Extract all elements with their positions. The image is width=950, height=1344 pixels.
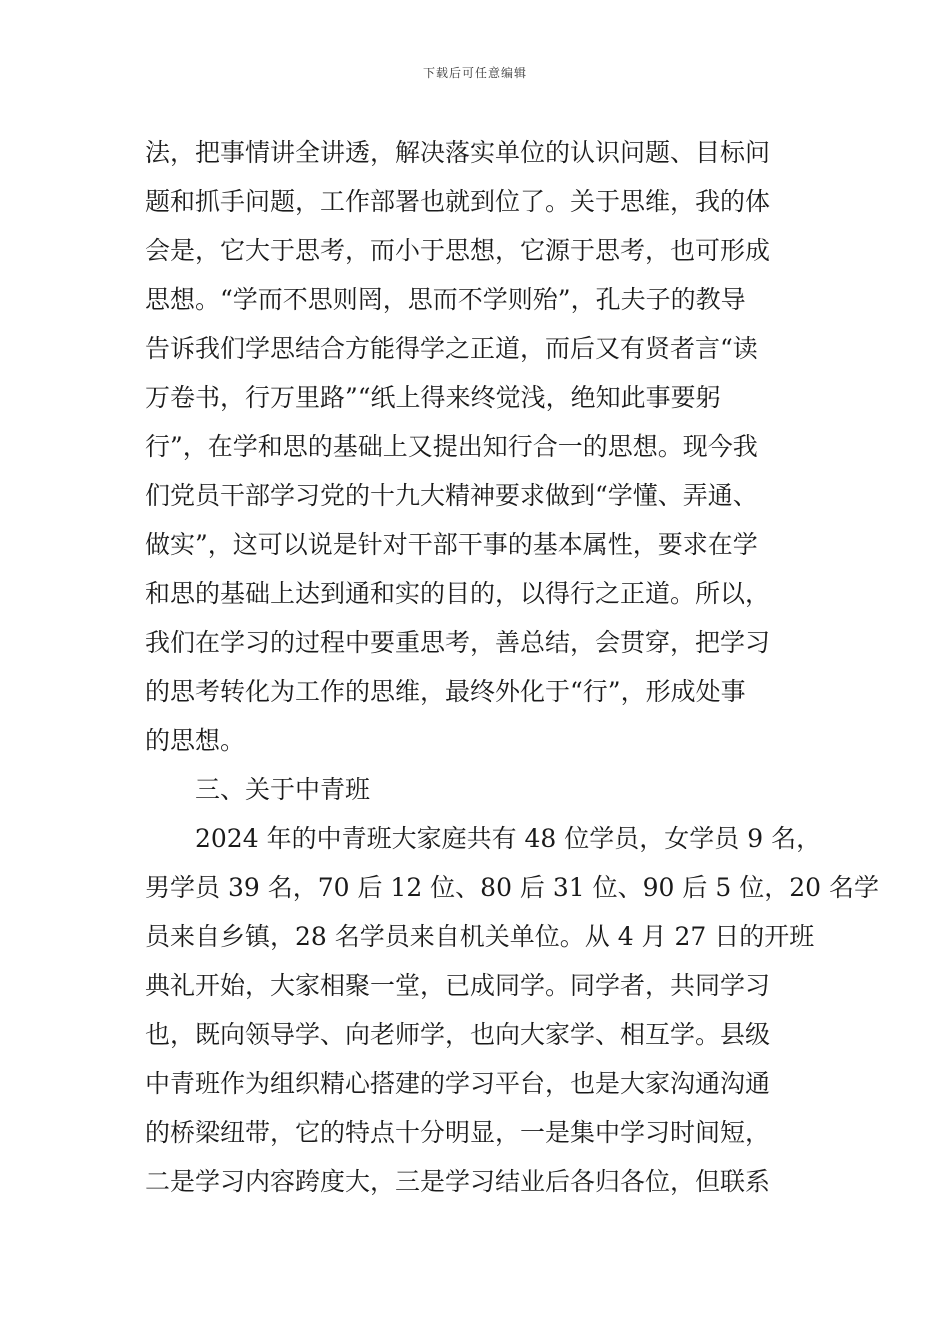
paragraph-1-line: 我们在学习的过程中要重思考，善总结，会贯穿，把学习 xyxy=(145,628,771,657)
paragraph-1-line: 们党员干部学习党的十九大精神要求做到“学懂、弄通、 xyxy=(145,481,758,510)
paragraph-2-line: 典礼开始，大家相聚一堂，已成同学。同学者，共同学习 xyxy=(145,971,771,1000)
paragraph-2-line: 的桥梁纽带，它的特点十分明显，一是集中学习时间短， xyxy=(145,1118,771,1147)
document-body xyxy=(145,128,879,1206)
paragraph-1-line: 做实”，这可以说是针对干部干事的基本属性，要求在学 xyxy=(145,530,758,559)
paragraph-1-line: 思想。“学而不思则罔，思而不学则殆”，孔夫子的教导 xyxy=(145,285,746,314)
paragraph-1-line: 题和抓手问题，工作部署也就到位了。关于思维，我的体 xyxy=(145,187,771,216)
paragraph-2-line: 中青班作为组织精心搭建的学习平台，也是大家沟通沟通 xyxy=(145,1069,771,1098)
paragraph-1-line: 和思的基础上达到通和实的目的，以得行之正道。所以， xyxy=(145,579,771,608)
paragraph-2-line: 二是学习内容跨度大，三是学习结业后各归各位，但联系 xyxy=(145,1167,771,1196)
paragraph-1-line: 告诉我们学思结合方能得学之正道，而后又有贤者言“读 xyxy=(145,334,758,363)
page-header-note: 下载后可任意编辑 xyxy=(422,66,527,80)
paragraph-1-line: 的思考转化为工作的思维，最终外化于“行”，形成处事 xyxy=(145,677,746,706)
section-heading: 三、关于中青班 xyxy=(195,775,371,804)
paragraph-1-line: 行”，在学和思的基础上又提出知行合一的思想。现今我 xyxy=(145,432,758,461)
paragraph-2-line: 员来自乡镇，28 名学员来自机关单位。从 4 月 27 日的开班 xyxy=(145,922,815,951)
paragraph-1-line: 法，把事情讲全讲透，解决落实单位的认识问题、目标问 xyxy=(145,138,771,167)
paragraph-1-line: 会是，它大于思考，而小于思想，它源于思考，也可形成 xyxy=(145,236,771,265)
paragraph-2-line: 也，既向领导学、向老师学，也向大家学、相互学。县级 xyxy=(145,1020,771,1049)
paragraph-2-line: 男学员 39 名，70 后 12 位、80 后 31 位、90 后 5 位，20 名学 xyxy=(145,873,879,902)
paragraph-2-line: 2024 年的中青班大家庭共有 48 位学员，女学员 9 名， xyxy=(195,824,822,853)
paragraph-1-line: 万卷书，行万里路”“纸上得来终觉浅，绝知此事要躬 xyxy=(145,383,721,412)
paragraph-1-line: 的思想。 xyxy=(145,726,246,755)
